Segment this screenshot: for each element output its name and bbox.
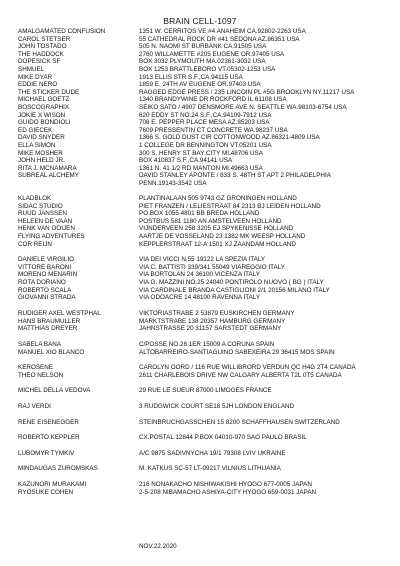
contact-address: KEPPLERSTRAAT 12-A 1501 XJ ZAANDAM HOLLAND [139, 240, 296, 248]
contact-name: EDDIE NERO [18, 81, 58, 89]
contact-address: M. KATKUS SC-57 LT-09217 VILNIUS LITHUANIA [139, 465, 281, 473]
contact-name: KEROSENE [18, 364, 53, 372]
contact-name: RENE EISENEGGER [18, 418, 79, 426]
contact-name: SABELA BANA [18, 340, 62, 348]
contact-name: GIOVANNI STRADA [18, 294, 76, 302]
list-item [18, 142, 390, 150]
address-group [18, 364, 390, 379]
contact-name: BOSCOGRAPHIX [18, 103, 70, 111]
group-gap [18, 248, 390, 256]
contact-address: 2611 CHARLEBOIS DRIVE NW CALGARY ALBERTA T2L 0T5 CANADA [139, 371, 342, 379]
contact-address: VIA DEI VICCI N.55 19122 LA SPEZIA ITALY [139, 256, 266, 264]
contact-name: MANUEL XIO BLANCO [18, 348, 85, 356]
list-item [18, 225, 390, 233]
contact-address: 1 COLLEGE DR BENNINGTON VT.05201 USA [139, 141, 272, 149]
contact-name: MICHEL DELLA VEDOVA [18, 387, 91, 395]
list-item [18, 43, 390, 51]
contact-address: PIET FRANZEN / LELIESTRAAT 84 2313 BJ LEIDEN HOLLAND [139, 202, 321, 210]
list-item [18, 81, 390, 89]
contact-address: 55 CATHEDRAL ROCK DR #41 SEDONA AZ.86351 USA [139, 35, 300, 43]
contact-address: 1351 W. CERRITOS VE #4 ANAHEIM CA.92802-2263 USA [139, 28, 306, 35]
contact-address: VIKTORIASTRABE 2 53879 EUSKIRCHEN GERMANY [139, 310, 295, 318]
contact-address: CAROLYN OORD / 116 RUE WILLIBRORD VERDUN QC H4G 2T4 CANADA [139, 364, 356, 372]
contact-name: ED GIECEK [18, 126, 53, 134]
contact-address: ALTOBARREIRO-SANTIAGUINO SABEXEIRA 29 36415 MOS SPAIN [139, 348, 335, 356]
group-gap [18, 187, 390, 195]
address-group [18, 387, 390, 395]
contact-name: THE STICKER DUDE [18, 88, 80, 96]
page-title: BRAIN CELL-1097 [163, 16, 237, 26]
contact-address: 1366 S. GOLD DUST CIR COTTONWOOD AZ.86321-4809 USA [139, 134, 320, 142]
contact-address: 1913 ELLIS STR S.F.,CA.94115 USA [139, 73, 243, 81]
contact-address: 1859 E. 24TH AV EUGENE OR.97403 USA [139, 81, 261, 89]
list-item [18, 172, 390, 187]
contact-address: 29 RUE LE SUEUR 87000 LIMOGES FRANCE [139, 387, 272, 395]
list-item [18, 210, 390, 218]
list-item [18, 419, 390, 427]
contact-address: SEIKO SATO / 4907 DENSMORE AVE N. SEATTLE WA.98103-6754 USA [139, 103, 347, 111]
address-group [18, 195, 390, 248]
footer-date: NOV.22.2020 [139, 543, 177, 550]
contact-name: RUDIGER AXEL WESTPHAL [18, 310, 101, 318]
contact-address: MARKTSTRABE 138 20357 HAMBURG GERMANY [139, 317, 286, 325]
contact-name: LUBOMYR TYMKIV [18, 449, 75, 457]
contact-name: SHMUEL [18, 65, 45, 73]
list-item [18, 294, 390, 302]
contact-name: JOKIE X WISON [18, 111, 66, 119]
contact-name: MATTHIAS DREYER [18, 325, 78, 333]
contact-address: JAHNSTRASSE 20 31157 SARSTEDT GERMANY [139, 325, 282, 333]
contact-address: VIA ODOACRE 14 48100 RAVENNA ITALY [139, 294, 261, 302]
group-gap [18, 356, 390, 364]
list-item [18, 119, 390, 127]
address-group [18, 450, 390, 458]
contact-name: COR REIJN [18, 240, 52, 248]
contact-name: RITA J. MCNAMARA [18, 164, 77, 172]
contact-address: 2760 WILLAMETTE #205 EUGENE OR.97405 USA [139, 50, 285, 58]
list-item [18, 36, 390, 44]
contact-name: MORENO MENARIN [18, 271, 78, 279]
address-group [18, 341, 390, 356]
list-item [18, 256, 390, 264]
list-item [18, 195, 390, 203]
list-item [18, 349, 390, 357]
list-item [18, 104, 390, 112]
contact-name: JOHN TOSTADO [18, 43, 67, 51]
group-gap [18, 457, 390, 465]
contact-address: 620 EDDY ST NO.24 S.F.,CA.94109-7912 USA [139, 111, 272, 119]
list-item [18, 241, 390, 249]
contact-address: VIA BORTOLAN 24 36100 VICENZA ITALY [139, 271, 260, 279]
contact-name: ROBERTO SCALA [18, 286, 72, 294]
contact-address: C/POSSE NO.28 1ER 15009 A CORUNA SPAIN [139, 340, 275, 348]
list-item [18, 264, 390, 272]
contact-name: SUBREAL ALCHEMY [18, 172, 80, 180]
contact-address: BOX 1253 BRATTLEBORO VT.05302-1253 USA [139, 65, 276, 73]
group-gap [18, 333, 390, 341]
contact-address: 2-5-208 NIBAMACHO ASHIYA-CITY HYOGO 659-0031 JAPAN [139, 488, 317, 496]
list-item [18, 489, 390, 497]
contact-name: JOHN HELD JR. [18, 157, 65, 165]
list-item [18, 165, 390, 173]
contact-name: KAZUNORI MURAKAMI [18, 480, 87, 488]
list-item [18, 279, 390, 287]
address-group [18, 465, 390, 473]
list-item [18, 403, 390, 411]
list-item [18, 134, 390, 142]
contact-address: STEINBRUCHGASSCHEN 15 8200 SCHAFFHAUSEN SWITZERLAND [139, 418, 340, 426]
contact-address: 708 E. PEPPER PLACE MESA AZ.85203 USA [139, 119, 270, 127]
address-group [18, 310, 390, 333]
address-list [18, 28, 390, 496]
group-gap [18, 379, 390, 387]
list-item [18, 310, 390, 318]
list-item [18, 74, 390, 82]
contact-address: POSTBUS 581 1180 AN AMSTELVEEN HOLLAND [139, 217, 282, 225]
contact-name: ELLA SIMON [18, 141, 56, 149]
list-item [18, 203, 390, 211]
contact-address: PLANTINALAAN 505 9743 GZ GRONINGEN HOLLAND [139, 194, 297, 202]
contact-address: CX.POSTAL 12844 P.BOX 04010-970 SAO PAULO BRASIL [139, 434, 307, 442]
contact-name: THE HADDOCK [18, 50, 64, 58]
list-item [18, 112, 390, 120]
contact-name: HENK VAN OOIJEN [18, 225, 75, 233]
address-group [18, 419, 390, 427]
group-gap [18, 473, 390, 481]
list-item [18, 218, 390, 226]
contact-name: KLADBLOK [18, 194, 52, 202]
contact-address: VIA CARDINALE BRANDA CASTIGLIONI 2/1 20156 MILANO ITALY [139, 286, 330, 294]
list-item [18, 66, 390, 74]
list-item [18, 387, 390, 395]
contact-name: RAJ VERDI [18, 402, 51, 410]
contact-address: BOX 3032 PLYMOUTH MA.02361-3032 USA [139, 58, 266, 66]
list-item [18, 233, 390, 241]
contact-address: 3 RUDGWICK COURT SE18 5JH LONDON ENGLAND [139, 402, 295, 410]
contact-name: AMALGAMATED CONFUSION [18, 28, 106, 35]
contact-address: A/C 9875 SADIVNYCHA 19/1 79308 LVIV UKRAINE [139, 449, 286, 457]
list-item [18, 465, 390, 473]
list-item [18, 51, 390, 59]
contact-name: ROBERTO KEPPLER [18, 434, 80, 442]
contact-name: VITTORE BARONI [18, 263, 72, 271]
contact-name: MIKE MOSHER [18, 149, 63, 157]
list-item [18, 96, 390, 104]
contact-name: MICHAEL GOETZ [18, 96, 70, 104]
contact-address: 1340 BRANDYWINE DR ROCKFORD IL.61108 USA [139, 96, 287, 104]
list-item [18, 318, 390, 326]
group-gap [18, 411, 390, 419]
group-gap [18, 302, 390, 311]
contact-name: SIDAC STUDIO [18, 202, 63, 210]
contact-address: 505 N. NAOMI ST BURBANK CA.91505 USA [139, 43, 267, 51]
list-item [18, 325, 390, 333]
list-item [18, 341, 390, 349]
contact-address: BOX 410837 S.F.,CA.94141 USA [139, 157, 233, 165]
contact-name: CAROL STETSER [18, 35, 71, 43]
contact-address: VIA C. BATTISTI 339/341 55049 VIAREGGIO ITALY [139, 263, 285, 271]
address-group [18, 434, 390, 442]
list-item [18, 434, 390, 442]
address-group [18, 403, 390, 411]
list-item [18, 58, 390, 66]
contact-name: DANIELE VIRGILIO [18, 256, 74, 264]
contact-name: RUUD JANSSEN [18, 210, 67, 218]
contact-name: DOPESICK SF [18, 58, 61, 66]
group-gap [18, 395, 390, 403]
list-item [18, 287, 390, 295]
contact-name: THEO NELSON [18, 371, 64, 379]
contact-address: RAGGED EDGE PRESS / 235 LINCOIN PL #5G BROOKLYN NY.11217 USA [139, 88, 355, 96]
contact-address: VIJNDERVEEN 258 3205 EJ SPYKENISSE HOLLAND [139, 225, 294, 233]
contact-address: 216 NONAKACHO NISHIWAKISHI HYOGO 677-0005 JAPAN [139, 480, 312, 488]
group-gap [18, 442, 390, 450]
contact-name: HELEEN DE VAAN [18, 217, 73, 225]
list-item [18, 150, 390, 158]
address-group [18, 28, 390, 187]
contact-address: 300 S. HENRY ST BAY CITY MI.48706 USA [139, 149, 263, 157]
group-gap [18, 426, 390, 434]
contact-address: PO.BOX 1055 4801 BB BREDA HOLLAND [139, 210, 260, 218]
contact-name: RYOSUKE COHEN [18, 488, 74, 496]
contact-name: GUIDO BONDIOLI [18, 119, 71, 127]
list-item [18, 481, 390, 489]
contact-name: MINDAUGAS ZUROMSKAS [18, 465, 98, 473]
list-item [18, 364, 390, 372]
list-item [18, 89, 390, 97]
contact-name: MIKE DYAR [18, 73, 53, 81]
contact-address: AARTJE DE VOSSELAND 23 1382 MK WEESP HOLLAND [139, 232, 306, 240]
contact-name: DAVID SNYDER [18, 134, 65, 142]
contact-address: DAVID STANLEY APONTE / 833 S. 48TH ST APT 2 PHILADELPHIA PENN.19143-3542 USA [139, 172, 331, 187]
contact-address: VIA G. MAZZINI NO.25 24040 PONTIROLO NUOVO ( BG ) ITALY [139, 278, 324, 286]
contact-name: ROTA DORIANO [18, 278, 66, 286]
contact-name: FLYING ADVENTURES [18, 232, 85, 240]
list-item [18, 28, 390, 36]
list-item [18, 450, 390, 458]
contact-address: 1361 N. 41 1/2 RD MANTON MI.49663 USA [139, 164, 263, 172]
address-group [18, 256, 390, 302]
list-item [18, 372, 390, 380]
address-group [18, 481, 390, 496]
list-item [18, 127, 390, 135]
contact-name: HANS BRAUMULLER [18, 317, 81, 325]
list-item [18, 271, 390, 279]
contact-address: 7609 PRESSENTIN CT CONCRETE WA.98237 USA [139, 126, 288, 134]
list-item [18, 157, 390, 165]
